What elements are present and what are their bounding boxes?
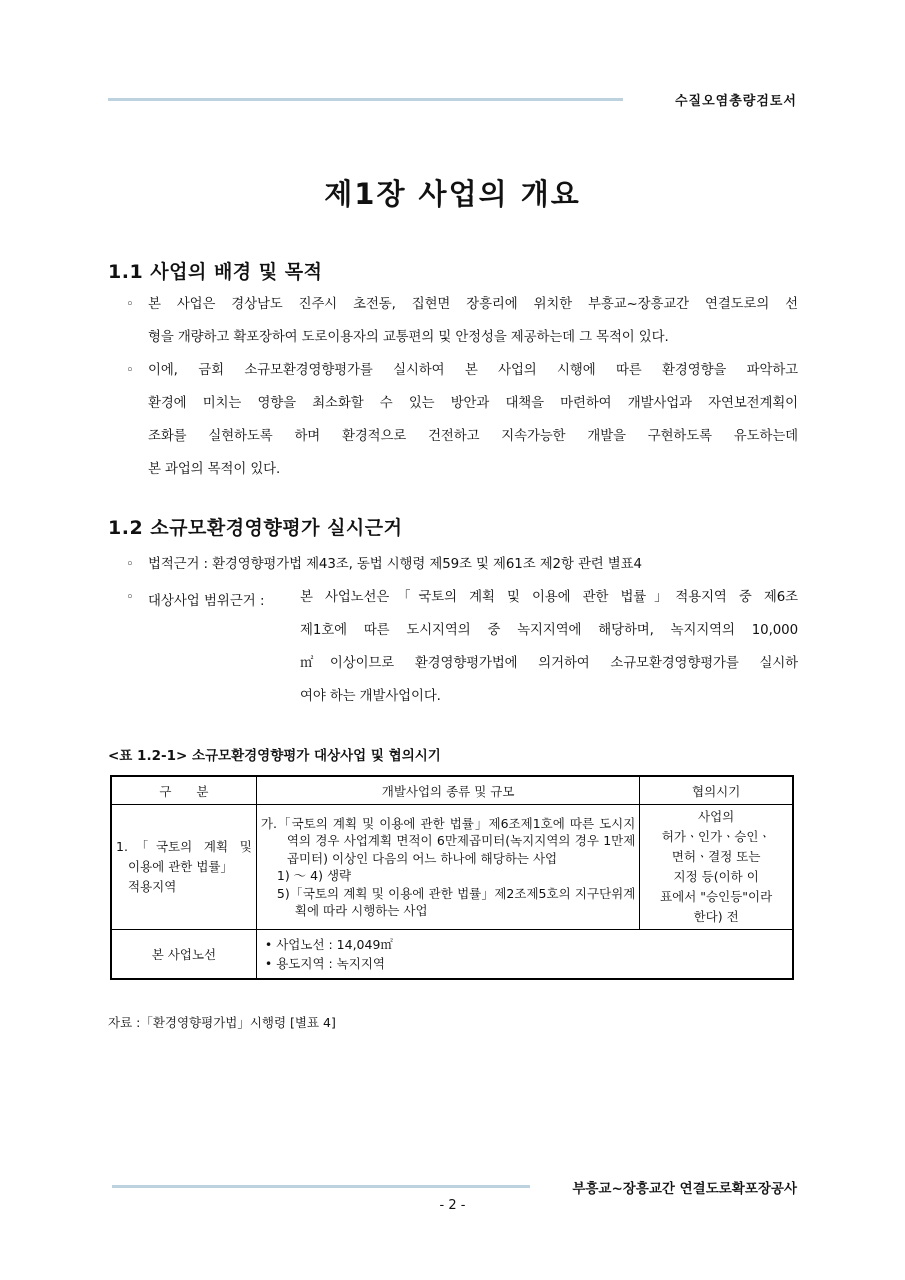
timing-line: 허가ㆍ인가ㆍ승인ㆍ — [661, 829, 771, 844]
header-rule — [108, 98, 623, 101]
footer-title: 부흥교~장흥교간 연결도로확포장공사 — [572, 1181, 797, 1197]
category-line: 이용에 관한 법률」 — [128, 859, 233, 874]
chapter-title: 제1장 사업의 개요 — [324, 177, 581, 211]
section-1-2-heading: 1.2 소규모환경영향평가 실시근거 — [108, 517, 403, 539]
category-line: 적용지역 — [128, 879, 177, 894]
header-type-scale: 개발사업의 종류 및 규모 — [256, 776, 639, 805]
item-1-4: 1) ～ 4) 생략 — [276, 868, 352, 883]
paragraph-line: ㎡이상이므로 환경영향평가법에 의거하여 소규모환경영향평가를 실시하 — [300, 656, 798, 671]
paragraph-line: 환경에 미치는 영향을 최소화할 수 있는 방안과 대책을 마련하여 개발사업과 자연보전계획이 — [148, 396, 798, 411]
paragraph-line: 이에, 금회 소규모환경영향평가를 실시하여 본 사업의 시행에 따른 환경영향을 파악하고 — [148, 363, 798, 378]
table-row — [111, 930, 793, 980]
table-caption: <표 1.2-1> 소규모환경영향평가 대상사업 및 협의시기 — [108, 748, 441, 764]
item-5: 5)「국토의 계획 및 이용에 관한 법률」제2조제5호의 지구단위계획에 따라 시행하는 사업 — [276, 885, 636, 918]
bullet-marker: ◦ — [126, 363, 134, 378]
header-timing: 협의시기 — [640, 776, 793, 805]
bullet-marker: ◦ — [126, 557, 134, 572]
timing-line: 표에서 "승인등"이라 — [660, 889, 773, 904]
paragraph-line: 본 과업의 목적이 있다. — [148, 462, 281, 477]
table-header-row — [111, 776, 793, 805]
table-row — [111, 805, 793, 930]
footer-rule — [112, 1185, 530, 1188]
timing-line: 사업의 — [698, 809, 735, 824]
bullet-marker: ◦ — [126, 590, 134, 605]
timing-line: 한다) 전 — [693, 909, 739, 924]
paragraph-line: 여야 하는 개발사업이다. — [300, 689, 441, 704]
timing-line: 지정 등(이하 이 — [673, 869, 759, 884]
category-line: 1.「국토의 계획 및 — [116, 839, 252, 854]
timing-line: 면허ㆍ결정 또는 — [671, 849, 761, 864]
row1-type-scale — [256, 805, 639, 930]
paragraph-line: 제1호에 따른 도시지역의 중 녹지지역에 해당하며, 녹지지역의 10,000 — [300, 623, 798, 638]
legal-basis-text — [148, 548, 798, 581]
paragraph-line: 법적근거 : 환경영향평가법 제43조, 동법 시행령 제59조 및 제61조 제2항 관련 별표4 — [148, 557, 642, 572]
section-1-1-heading: 1.1 사업의 배경 및 목적 — [108, 261, 323, 283]
item-a: 가.「국토의 계획 및 이용에 관한 법률」제6조제1호에 따른 도시지역의 경우 사업계획 면적이 6만제곱미터(녹지지역의 경우 1만제곱미터) 이상인 다음의 어느 하나에 해당하는 사업 — [260, 815, 636, 866]
section-1-1-paragraph-1 — [148, 288, 798, 354]
row1-category — [111, 805, 256, 930]
scope-basis-text — [300, 581, 798, 713]
row2-category: 본 사업노선 — [111, 930, 256, 980]
project-zoning: • 용도지역 : 녹지지역 — [264, 956, 385, 971]
paragraph-line: 본 사업노선은「국토의 계획 및 이용에 관한 법률」적용지역 중 제6조 — [300, 590, 798, 605]
bullet-marker: ◦ — [126, 297, 134, 312]
project-route-area: • 사업노선 : 14,049㎡ — [264, 937, 393, 952]
paragraph-line: 형을 개량하고 확포장하여 도로이용자의 교통편의 및 안정성을 제공하는데 그 목적이 있다. — [148, 330, 669, 345]
paragraph-line: 조화를 실현하도록 하며 환경적으로 건전하고 지속가능한 개발을 구현하도록 유도하는데 — [148, 429, 798, 444]
table-source: 자료 :「환경영향평가법」시행령 [별표 4] — [108, 1015, 336, 1030]
page-number: - 2 - — [439, 1198, 466, 1213]
section-1-1-paragraph-2 — [148, 354, 798, 486]
eia-target-table — [110, 775, 794, 980]
row1-timing — [640, 805, 793, 930]
row2-details — [256, 930, 793, 980]
paragraph-line: 본 사업은 경상남도 진주시 초전동, 집현면 장흥리에 위치한 부흥교~장흥교간 연결도로의 선 — [148, 297, 798, 312]
scope-basis-label: 대상사업 범위근거 : — [148, 594, 265, 609]
header-category: 구 분 — [111, 776, 256, 805]
header-title: 수질오염총량검토서 — [674, 94, 797, 109]
